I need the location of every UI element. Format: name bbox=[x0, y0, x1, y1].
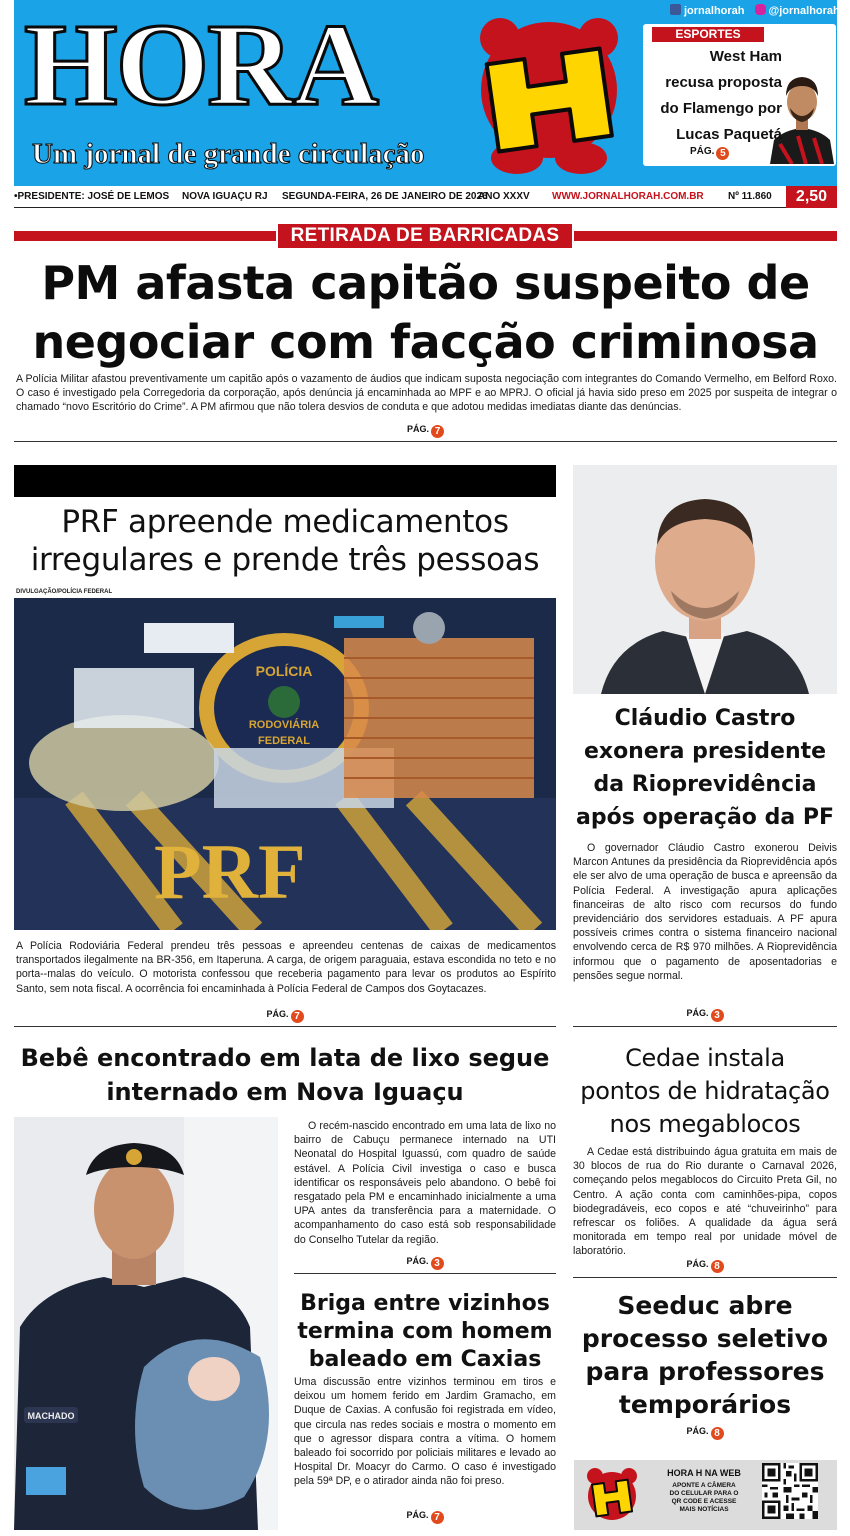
prf-headline[interactable]: PRF apreende medicamentos irregulares e prende três pessoas bbox=[30, 504, 540, 578]
lead-body: A Polícia Militar afastou preventivamente um capitão após o vazamento de áudios que indicam suposta negociação com integrantes do Comando Vermelho, em Belford Roxo. O caso é investigado pela Corregedoria da corporação, após denúncia já encaminhada ao MPF e ao MPRJ. O oficial já havia sido preso em 2025 por suspeita de integrar o chamado “novo Escritório do Crime”. A PM afirmou que não tolera desvios de conduta e que adotou medidas imediatas diante das denúncias. bbox=[16, 373, 837, 414]
sports-tag: ESPORTES bbox=[652, 27, 764, 42]
baby-page-ref: PÁG. 3 bbox=[294, 1257, 556, 1270]
cedae-page-ref: PÁG. 8 bbox=[573, 1260, 837, 1273]
date-label: SEGUNDA-FEIRA, 26 DE JANEIRO DE 2026 bbox=[282, 191, 488, 202]
svg-text:FEDERAL: FEDERAL bbox=[258, 735, 310, 747]
divider bbox=[294, 1273, 556, 1274]
info-bar bbox=[14, 186, 837, 208]
lead-kicker: RETIRADA DE BARRICADAS bbox=[276, 222, 574, 250]
divider bbox=[573, 1277, 837, 1278]
baby-body: O recém-nascido encontrado em uma lata de lixo no bairro de Cabuçu permanece internado na UTI Neonatal do Hospital Iguassú, com quadro de saúde estável. A Polícia Civil investiga o caso e busca identificar os responsáveis pelo abandono. O bebê foi resgatado pela PM e encaminhado inicialmente a uma UPA antes da transferência para a maternidade. O acompanhamento do caso está sob responsabilidade do Conselho Tutelar da região. bbox=[294, 1120, 556, 1246]
facebook-icon bbox=[670, 4, 681, 15]
price-tag: 2,50 bbox=[786, 186, 837, 208]
briga-body: Uma discussão entre vizinhos terminou em tiros e deixou um homem ferido em Jardim Gramacho, em Duque de Caxias. A confusão foi registrada em vídeo, que circula nas redes sociais e mostra o momento em que o agressor dispara contra a vítima. O homem baleado foi socorrido por policiais militares e levado ao Hospital Dr. Moacyr do Carmo. O caso é investigado pela 59ª DP, e o atirador ainda não foi preso. bbox=[294, 1376, 556, 1488]
seeduc-headline[interactable]: Seeduc abre processo seletivo para professores temporários bbox=[581, 1291, 829, 1419]
divider bbox=[14, 1026, 556, 1027]
claudio-castro-photo bbox=[573, 465, 837, 694]
seeduc-page-ref: PÁG. 8 bbox=[573, 1427, 837, 1440]
h-badge-logo bbox=[462, 8, 636, 178]
photo-credit: DIVULGAÇÃO/POLÍCIA FEDERAL bbox=[16, 589, 113, 595]
castro-page-ref: PÁG. 3 bbox=[573, 1009, 837, 1022]
city-label: NOVA IGUAÇU RJ bbox=[182, 191, 268, 202]
prf-page-ref: PÁG. 7 bbox=[14, 1010, 556, 1023]
svg-text:POLÍCIA: POLÍCIA bbox=[255, 663, 313, 679]
qr-code-icon[interactable] bbox=[762, 1463, 818, 1519]
prf-body: A Polícia Rodoviária Federal prendeu três pessoas e apreendeu centenas de caixas de medicamentos transportados ilegalmente na BR-356, em Itaperuna. A carga, de origem paraguaia, estava escondida no teto e no porta--malas do veículo. O motorista confessou que receberia pagamento para levar os produtos ao Espírito Santo, sem nota fiscal. A ocorrência foi encaminhada à Polícia Federal de Campos dos Goytacazes. bbox=[16, 940, 556, 995]
president-label: •PRESIDENTE: JOSÉ DE LEMOS bbox=[14, 191, 170, 202]
sports-page-ref: PÁG. 5 bbox=[690, 147, 729, 160]
cedae-headline[interactable]: Cedae instala pontos de hidratação nos megablocos bbox=[580, 1044, 830, 1139]
baby-headline[interactable]: Bebê encontrado em lata de lixo segue internado em Nova Iguaçu bbox=[20, 1044, 550, 1106]
divider bbox=[573, 1026, 837, 1027]
website-link[interactable]: WWW.JORNALHORAH.COM.BR bbox=[552, 191, 704, 202]
lead-page-ref: PÁG. 7 bbox=[14, 425, 837, 438]
svg-text:MACHADO: MACHADO bbox=[27, 1411, 75, 1421]
briga-page-ref: PÁG. 7 bbox=[294, 1511, 556, 1524]
facebook-link[interactable]: jornalhorah bbox=[670, 4, 745, 17]
sports-headline[interactable]: West Ham recusa proposta do Flamengo por Lucas Paquetá bbox=[660, 48, 782, 143]
year-label: ANO XXXV bbox=[478, 191, 530, 202]
divider bbox=[14, 441, 837, 442]
h-badge-small-logo bbox=[582, 1464, 642, 1526]
svg-text:PRF: PRF bbox=[154, 828, 306, 915]
castro-headline[interactable]: Cláudio Castro exonera presidente da Rioprevidência após operação da PF bbox=[575, 706, 834, 830]
prf-seizure-photo bbox=[14, 598, 556, 930]
lead-headline[interactable]: PM afasta capitão suspeito de negociar com facção criminosa bbox=[32, 256, 819, 369]
svg-text:RODOVIÁRIA: RODOVIÁRIA bbox=[248, 719, 320, 731]
newspaper-logo[interactable]: HORA bbox=[24, 0, 377, 130]
social-links bbox=[670, 4, 840, 17]
briga-headline[interactable]: Briga entre vizinhos termina com homem baleado em Caxias bbox=[297, 1291, 553, 1372]
instagram-link[interactable]: @jornalhorah bbox=[755, 4, 840, 17]
web-text: HORA H NA WEB APONTE A CÂMERA DO CELULAR PARA O QR CODE E ACESSE MAIS NOTÍCIAS bbox=[667, 1468, 741, 1513]
section-bar bbox=[14, 465, 556, 497]
castro-body: O governador Cláudio Castro exonerou Deivis Marcon Antunes da presidência da Rioprevidência após ele ser alvo de uma operação de busca e apreensão da Polícia Federal. A investigação apura aplicações financeiras de alto risco com recursos do fundo previdenciário dos servidores estaduais. A PF apura possíveis crimes contra o sistema financeiro nacional envolvendo cerca de R$ 970 milhões. A Rioprevidência informou que o pagamento de aposentadorias e pensões segue normal. bbox=[573, 842, 837, 982]
baby-rescue-photo bbox=[14, 1117, 278, 1530]
instagram-icon bbox=[755, 4, 766, 15]
issue-number: Nº 11.860 bbox=[728, 191, 772, 202]
tagline: Um jornal de grande circulação bbox=[32, 138, 425, 170]
cedae-body: A Cedae está distribuindo água gratuita em mais de 30 blocos de rua do Rio durante o Carnaval 2026, começando pelos megablocos do Circuito Preta Gil, no Centro. A ação conta com caminhões-pipa, copos biodegradáveis, eco copos e até “chuveirinho” para refrescar os foliões. A qualidade da água será monitorada em tempo real por unidade móvel de laboratório. bbox=[573, 1146, 837, 1258]
